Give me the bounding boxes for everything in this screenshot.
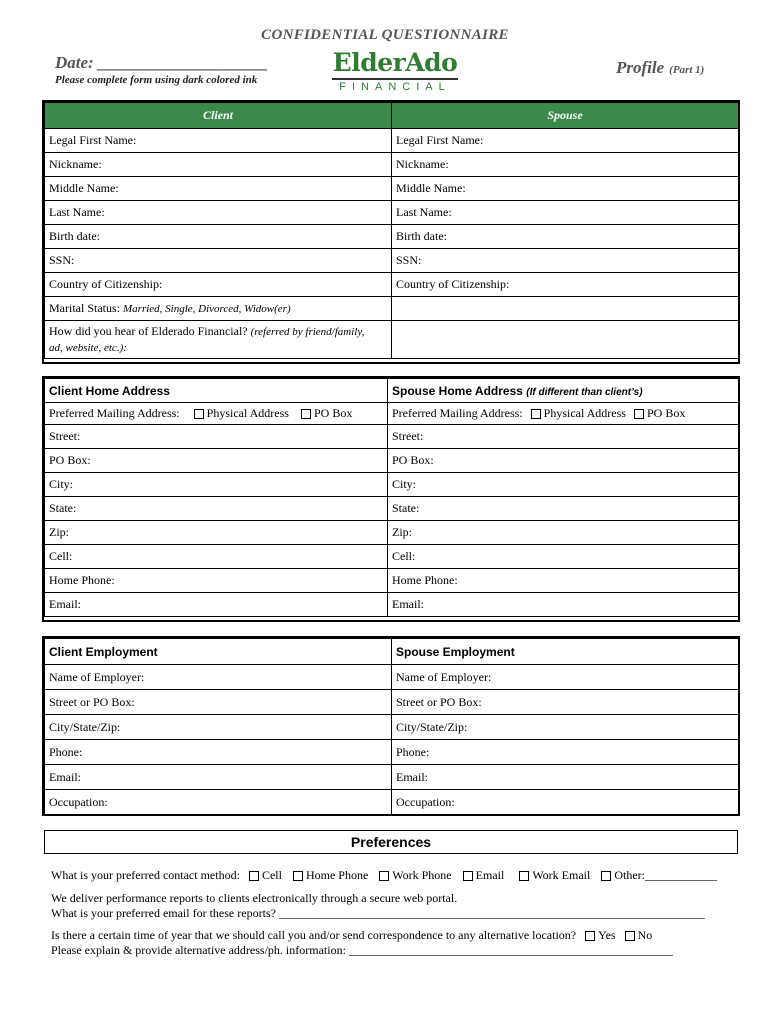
client-mailing-preference: [45, 403, 388, 425]
spouse-physical-label: Physical Address: [543, 406, 626, 420]
client-zip[interactable]: Zip:: [45, 521, 388, 545]
no-checkbox[interactable]: [625, 931, 635, 941]
marital-status-field[interactable]: [45, 297, 392, 321]
client-employer-city[interactable]: City/State/Zip:: [45, 715, 392, 740]
work-phone-option: Work Phone: [392, 868, 452, 882]
spouse-employer-name[interactable]: Name of Employer:: [392, 665, 739, 690]
work-phone-checkbox[interactable]: [379, 871, 389, 881]
client-citizenship[interactable]: Country of Citizenship:: [45, 273, 392, 297]
client-employment-heading: Client Employment: [45, 639, 392, 665]
client-cell[interactable]: Cell:: [45, 545, 388, 569]
spouse-cell[interactable]: Cell:: [388, 545, 739, 569]
contact-method-label: What is your preferred contact method:: [51, 868, 240, 882]
yes-label: Yes: [598, 928, 616, 942]
spouse-birth-date[interactable]: Birth date:: [392, 225, 739, 249]
spouse-occupation[interactable]: Occupation:: [392, 790, 739, 815]
elderado-logo: [330, 48, 460, 98]
spouse-po-box[interactable]: PO Box:: [388, 449, 739, 473]
client-city[interactable]: City:: [45, 473, 388, 497]
client-employer-street[interactable]: Street or PO Box:: [45, 690, 392, 715]
spouse-address-heading: [388, 379, 739, 403]
spouse-middle-name[interactable]: Middle Name:: [392, 177, 739, 201]
client-legal-first-name[interactable]: Legal First Name:: [45, 129, 392, 153]
profile-label: [616, 58, 704, 78]
client-physical-label: Physical Address: [206, 406, 289, 420]
logo-wordmark: ElderAdo: [332, 48, 458, 77]
spouse-heading: Spouse: [392, 103, 739, 129]
spouse-marital-blank[interactable]: [392, 297, 739, 321]
home-phone-checkbox[interactable]: [293, 871, 303, 881]
client-po-box[interactable]: PO Box:: [45, 449, 388, 473]
spouse-email[interactable]: Email:: [388, 593, 739, 617]
date-field[interactable]: Date: ____________________: [55, 53, 268, 72]
part-label: (Part 1): [669, 64, 705, 76]
referral-field[interactable]: [45, 321, 392, 359]
no-label: No: [637, 928, 653, 942]
client-nickname[interactable]: Nickname:: [45, 153, 392, 177]
spouse-employer-city[interactable]: City/State/Zip:: [392, 715, 739, 740]
client-employer-name[interactable]: Name of Employer:: [45, 665, 392, 690]
spouse-employer-email[interactable]: Email:: [392, 765, 739, 790]
address-table: [44, 378, 739, 617]
work-email-option: Work Email: [532, 868, 591, 882]
client-employer-phone[interactable]: Phone:: [45, 740, 392, 765]
logo-divider: [332, 78, 458, 80]
email-option: Email: [475, 868, 505, 882]
cell-option: Cell: [261, 868, 282, 882]
spouse-city[interactable]: City:: [388, 473, 739, 497]
client-state[interactable]: State:: [45, 497, 388, 521]
marital-options: Married, Single, Divorced, Widow(er): [123, 303, 291, 315]
spouse-mailing-preference: [388, 403, 739, 425]
client-mailing-label: Preferred Mailing Address:: [49, 406, 180, 420]
spouse-last-name[interactable]: Last Name:: [392, 201, 739, 225]
personal-table: [44, 102, 739, 359]
logo-subtext: FINANCIAL: [339, 81, 451, 93]
other-option[interactable]: Other:____________: [614, 868, 717, 882]
spouse-address-title: Spouse Home Address: [392, 383, 523, 398]
spouse-home-phone[interactable]: Home Phone:: [388, 569, 739, 593]
spouse-nickname[interactable]: Nickname:: [392, 153, 739, 177]
spouse-pobox-label: PO Box: [646, 406, 686, 420]
home-phone-option: Home Phone: [305, 868, 369, 882]
alternate-address-field[interactable]: Please explain & provide alternative address/ph. information: ______________________________________________________: [51, 943, 673, 957]
client-employer-email[interactable]: Email:: [45, 765, 392, 790]
spouse-citizenship[interactable]: Country of Citizenship:: [392, 273, 739, 297]
spouse-mailing-label: Preferred Mailing Address:: [392, 406, 523, 420]
client-occupation[interactable]: Occupation:: [45, 790, 392, 815]
cell-checkbox[interactable]: [249, 871, 259, 881]
report-email-field[interactable]: What is your preferred email for these reports? _______________________________________________________________________: [51, 906, 705, 920]
form-title: CONFIDENTIAL QUESTIONNAIRE: [261, 27, 509, 43]
yes-checkbox[interactable]: [585, 931, 595, 941]
referral-label: How did you hear of Elderado Financial?: [49, 323, 248, 338]
instructions: Please complete form using dark colored ink: [55, 74, 258, 86]
spouse-pobox-checkbox[interactable]: [634, 409, 644, 419]
work-email-checkbox[interactable]: [519, 871, 529, 881]
referral-hint-2: ad, website, etc.):: [49, 341, 127, 354]
email-checkbox[interactable]: [463, 871, 473, 881]
spouse-physical-checkbox[interactable]: [531, 409, 541, 419]
client-email[interactable]: Email:: [45, 593, 388, 617]
client-physical-checkbox[interactable]: [194, 409, 204, 419]
alternate-time-question: Is there a certain time of year that we should call you and/or send correspondence to any alternative location?: [51, 928, 577, 942]
contact-method-line: [51, 868, 717, 883]
client-last-name[interactable]: Last Name:: [45, 201, 392, 225]
client-heading: Client: [45, 103, 392, 129]
employment-table: [44, 638, 739, 815]
spouse-legal-first-name[interactable]: Legal First Name:: [392, 129, 739, 153]
marital-label: Marital Status:: [49, 301, 120, 315]
preferences-heading: Preferences: [44, 830, 738, 854]
spouse-employment-heading: Spouse Employment: [392, 639, 739, 665]
reports-info: We deliver performance reports to clients electronically through a secure web portal.: [51, 891, 458, 905]
referral-hint-1: (referred by friend/family,: [250, 325, 365, 338]
client-home-phone[interactable]: Home Phone:: [45, 569, 388, 593]
profile-text: Profile: [616, 58, 665, 77]
spouse-zip[interactable]: Zip:: [388, 521, 739, 545]
client-middle-name[interactable]: Middle Name:: [45, 177, 392, 201]
spouse-ssn[interactable]: SSN:: [392, 249, 739, 273]
client-address-heading: Client Home Address: [45, 379, 388, 403]
spouse-referral-blank[interactable]: [392, 321, 739, 359]
client-ssn[interactable]: SSN:: [45, 249, 392, 273]
client-pobox-checkbox[interactable]: [301, 409, 311, 419]
client-street[interactable]: Street:: [45, 425, 388, 449]
alternate-time-line: [51, 928, 652, 943]
spouse-employer-phone[interactable]: Phone:: [392, 740, 739, 765]
client-birth-date[interactable]: Birth date:: [45, 225, 392, 249]
spouse-state[interactable]: State:: [388, 497, 739, 521]
spouse-address-note: (If different than client’s): [526, 386, 643, 398]
other-checkbox[interactable]: [601, 871, 611, 881]
client-pobox-label: PO Box: [313, 406, 353, 420]
spouse-employer-street[interactable]: Street or PO Box:: [392, 690, 739, 715]
spouse-street[interactable]: Street:: [388, 425, 739, 449]
